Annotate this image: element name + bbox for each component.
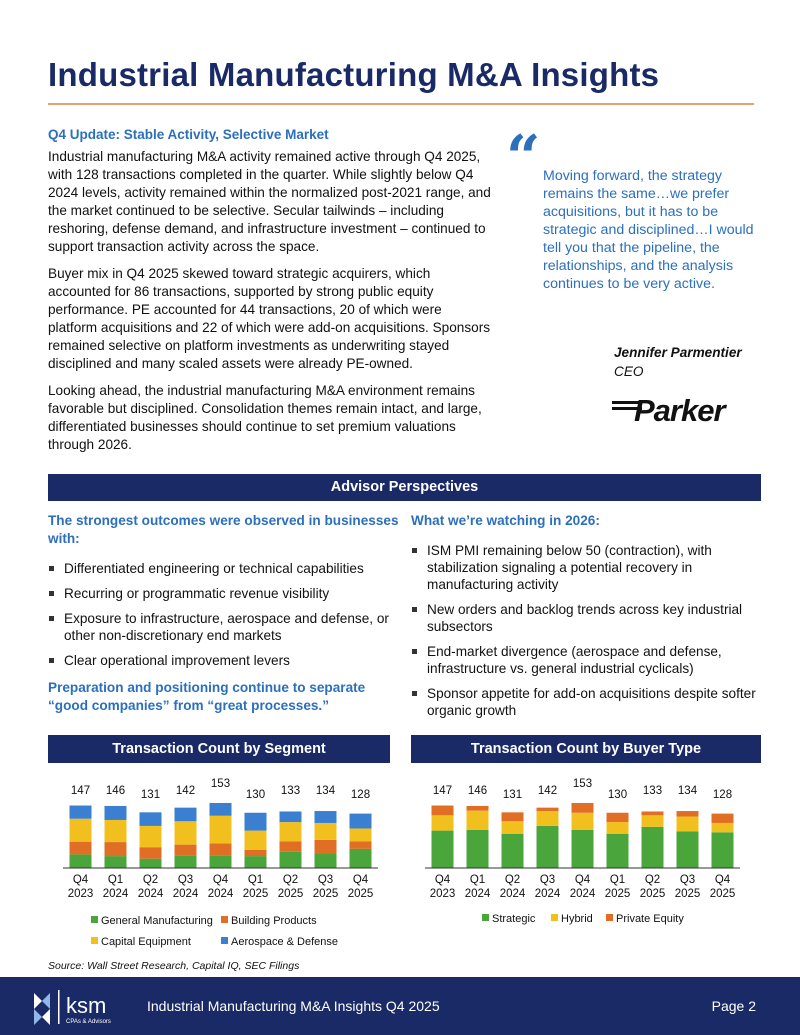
advisor-right-column [411, 512, 766, 727]
bullet-icon [49, 616, 54, 621]
tick-label: 2025 [277, 888, 304, 900]
bar-segment [245, 856, 267, 868]
bar-segment [537, 826, 559, 868]
bar-segment [467, 830, 489, 868]
bullet-icon [49, 658, 54, 663]
data-label: 147 [70, 785, 91, 797]
list-item: Exposure to infrastructure, aerospace and defense, or other non-discretionary end markets [48, 610, 403, 644]
bar-segment [315, 840, 337, 854]
tick-label: Q1 [247, 874, 264, 886]
bar-segment [315, 811, 337, 823]
tick-label: Q4 [434, 874, 451, 886]
bar-segment [607, 834, 629, 868]
intro-section [48, 127, 493, 463]
bar-segment [572, 830, 594, 868]
legend-swatch [91, 916, 98, 923]
bar-segment [712, 814, 734, 823]
advisor-left-column [48, 512, 403, 715]
bar-segment [607, 813, 629, 822]
bar-segment [140, 812, 162, 826]
bar-segment [502, 812, 524, 821]
bar-segment [432, 831, 454, 868]
segment-chart [48, 770, 390, 960]
tick-label: Q2 [644, 874, 661, 886]
bar-segment [677, 817, 699, 832]
tick-label: Q4 [574, 874, 591, 886]
list-item: Clear operational improvement levers [48, 652, 403, 669]
tick-label: 2025 [242, 888, 269, 900]
tick-label: 2024 [137, 888, 164, 900]
bar-segment [677, 811, 699, 817]
bar-segment [105, 856, 127, 868]
tick-label: Q4 [714, 874, 731, 886]
bar-segment [432, 806, 454, 816]
legend-swatch [606, 914, 613, 921]
bar-segment [245, 831, 267, 850]
legend-label: General Manufacturing [101, 915, 213, 927]
bar-segment [105, 820, 127, 842]
data-label: 142 [175, 785, 196, 797]
bar-segment [280, 841, 302, 852]
bar-segment [537, 811, 559, 826]
quote-author-name: Jennifer Parmentier [614, 345, 742, 360]
data-label: 153 [572, 778, 593, 790]
svg-text:Parker: Parker [634, 393, 725, 424]
tick-label: 2024 [499, 888, 526, 900]
tick-label: 2025 [312, 888, 339, 900]
svg-text:ksm: ksm [66, 993, 107, 1018]
legend-label: Hybrid [561, 913, 593, 925]
bar-segment [502, 821, 524, 834]
intro-paragraph-2: Buyer mix in Q4 2025 skewed toward strategic acquirers, which accounted for 86 transactions, supported by strong public equity performance. PE accounted for 44 transactions, 20 of which were platform acquisitions and 22 of which were add-on acquisitions. Sponsors remained selective on platform investments as underwriting stayed disciplined and many scaled assets were already PE-owned. [48, 266, 491, 371]
tick-label: Q2 [282, 874, 299, 886]
bar-segment [607, 822, 629, 834]
bar-segment [210, 816, 232, 844]
tick-label: 2024 [534, 888, 561, 900]
bar-segment [572, 803, 594, 813]
data-label: 130 [245, 789, 266, 801]
tick-label: 2023 [429, 888, 456, 900]
bar-segment [105, 842, 127, 856]
quote-author-role: CEO [614, 364, 644, 379]
advisor-closing-statement: Preparation and positioning continue to separate “good companies” from “great processes.” [48, 680, 366, 713]
bar-segment [315, 854, 337, 868]
legend-label: Capital Equipment [101, 936, 191, 948]
advisor-left-list [48, 560, 403, 669]
data-label: 128 [350, 789, 371, 801]
bar-segment [572, 813, 594, 830]
advisor-right-heading: What we’re watching in 2026: [411, 513, 600, 528]
bar-segment [175, 808, 197, 822]
tick-label: Q3 [539, 874, 556, 886]
data-label: 133 [280, 785, 301, 797]
ksm-logo [30, 987, 150, 1027]
legend-label: Aerospace & Defense [231, 936, 339, 948]
data-label: 134 [315, 785, 336, 797]
data-label: 147 [432, 785, 453, 797]
parker-logo [612, 392, 752, 424]
list-item: Sponsor appetite for add-on acquisitions despite softer organic growth [411, 685, 766, 719]
tick-label: 2024 [172, 888, 199, 900]
legend-label: Building Products [231, 915, 317, 927]
bar-segment [175, 821, 197, 844]
bar-segment [642, 811, 664, 815]
legend-swatch [91, 937, 98, 944]
intro-paragraph-1: Industrial manufacturing M&A activity remained active through Q4 2025, with 128 transactions completed in the quarter. While slightly below Q4 2024 levels, activity remained within the normalized post-2021 range, and the market continued to be selective. Secular tailwinds – including reshoring, defense demand, and infrastructure investment – continued to support transaction activity across the space. [48, 149, 491, 254]
bar-segment [175, 855, 197, 868]
bar-segment [70, 842, 92, 855]
bar-segment [280, 811, 302, 822]
bullet-icon [412, 607, 417, 612]
source-note: Source: Wall Street Research, Capital IQ, SEC Filings [48, 960, 300, 972]
list-item: Recurring or programmatic revenue visibility [48, 585, 403, 602]
tick-label: 2025 [347, 888, 374, 900]
bullet-icon [412, 691, 417, 696]
intro-paragraph-3: Looking ahead, the industrial manufacturing M&A environment remains favorable but disciplined. Consolidation themes remain intact, and large, differentiated businesses should continue to set premium valuations through 2026. [48, 383, 482, 452]
bar-segment [140, 847, 162, 858]
tick-label: Q1 [469, 874, 486, 886]
data-label: 133 [642, 785, 663, 797]
data-label: 134 [677, 785, 698, 797]
tick-label: 2023 [67, 888, 94, 900]
segment-chart-title: Transaction Count by Segment [48, 735, 390, 763]
bar-segment [502, 834, 524, 868]
tick-label: 2024 [207, 888, 234, 900]
list-item: New orders and backlog trends across key industrial subsectors [411, 601, 766, 635]
tick-label: Q4 [212, 874, 229, 886]
bar-segment [105, 806, 127, 820]
bar-segment [175, 845, 197, 856]
tick-label: 2025 [674, 888, 701, 900]
data-label: 153 [210, 778, 231, 790]
buyer-type-chart-title: Transaction Count by Buyer Type [411, 735, 761, 763]
advisor-perspectives-band: Advisor Perspectives [48, 474, 761, 501]
bar-segment [350, 849, 372, 868]
legend-label: Strategic [492, 913, 536, 925]
data-label: 128 [712, 789, 733, 801]
tick-label: Q2 [142, 874, 159, 886]
bar-segment [210, 843, 232, 855]
tick-label: Q1 [609, 874, 626, 886]
title-divider [48, 103, 754, 105]
bar-segment [350, 828, 372, 841]
list-item: End-market divergence (aerospace and defense, infrastructure vs. general industrial cyclicals) [411, 643, 766, 677]
page-title: Industrial Manufacturing M&A Insights [48, 56, 660, 93]
bar-segment [70, 819, 92, 842]
bar-segment [467, 811, 489, 830]
bar-segment [245, 850, 267, 856]
footer-bar [0, 977, 800, 1035]
bar-segment [70, 806, 92, 819]
bar-segment [140, 859, 162, 868]
tick-label: 2024 [569, 888, 596, 900]
tick-label: 2024 [102, 888, 129, 900]
data-label: 142 [537, 785, 558, 797]
tick-label: 2025 [709, 888, 736, 900]
quote-mark-icon: “ [506, 123, 541, 193]
tick-label: Q2 [504, 874, 521, 886]
legend-swatch [221, 937, 228, 944]
intro-heading: Q4 Update: Stable Activity, Selective Market [48, 127, 329, 142]
bullet-icon [49, 591, 54, 596]
bullet-icon [49, 566, 54, 571]
data-label: 131 [140, 789, 161, 801]
list-item: Differentiated engineering or technical capabilities [48, 560, 403, 577]
data-label: 131 [502, 789, 523, 801]
bar-segment [70, 854, 92, 868]
buyer-type-chart [411, 770, 761, 940]
tick-label: Q3 [317, 874, 334, 886]
tick-label: 2025 [639, 888, 666, 900]
tick-label: Q4 [352, 874, 369, 886]
data-label: 146 [105, 785, 126, 797]
bar-segment [280, 822, 302, 841]
bar-segment [350, 841, 372, 849]
bullet-icon [412, 548, 417, 553]
bar-segment [712, 823, 734, 832]
page-number: Page 2 [711, 998, 756, 1014]
bar-segment [642, 815, 664, 826]
bar-segment [210, 803, 232, 816]
bar-segment [280, 852, 302, 868]
tick-label: Q1 [107, 874, 124, 886]
legend-swatch [221, 916, 228, 923]
bar-segment [350, 814, 372, 829]
bar-segment [537, 808, 559, 811]
tick-label: 2024 [464, 888, 491, 900]
tick-label: Q4 [72, 874, 89, 886]
bar-segment [245, 813, 267, 831]
bar-segment [677, 831, 699, 868]
tick-label: Q3 [177, 874, 194, 886]
legend-swatch [482, 914, 489, 921]
legend-swatch [551, 914, 558, 921]
advisor-left-heading: The strongest outcomes were observed in businesses with: [48, 513, 399, 546]
quote-text: Moving forward, the strategy remains the same…we prefer acquisitions, but it has to be strategic and disciplined…I would tell you that the pipeline, the relationships, and the analysis continues to be very active. [543, 168, 754, 292]
bar-segment [315, 823, 337, 840]
list-item: ISM PMI remaining below 50 (contraction), with stabilization signaling a potential recovery in manufacturing activity [411, 542, 766, 593]
footer-title: Industrial Manufacturing M&A Insights Q4 2025 [147, 998, 440, 1014]
bar-segment [712, 832, 734, 868]
bar-segment [467, 806, 489, 811]
tick-label: Q3 [679, 874, 696, 886]
bullet-icon [412, 649, 417, 654]
tick-label: 2025 [604, 888, 631, 900]
svg-text:CPAs & Advisors: CPAs & Advisors [66, 1019, 111, 1025]
bar-segment [432, 815, 454, 830]
bar-segment [642, 827, 664, 868]
advisor-right-list [411, 542, 766, 719]
legend-label: Private Equity [616, 913, 684, 925]
data-label: 146 [467, 785, 488, 797]
data-label: 130 [607, 789, 628, 801]
bar-segment [140, 826, 162, 847]
bar-segment [210, 855, 232, 868]
